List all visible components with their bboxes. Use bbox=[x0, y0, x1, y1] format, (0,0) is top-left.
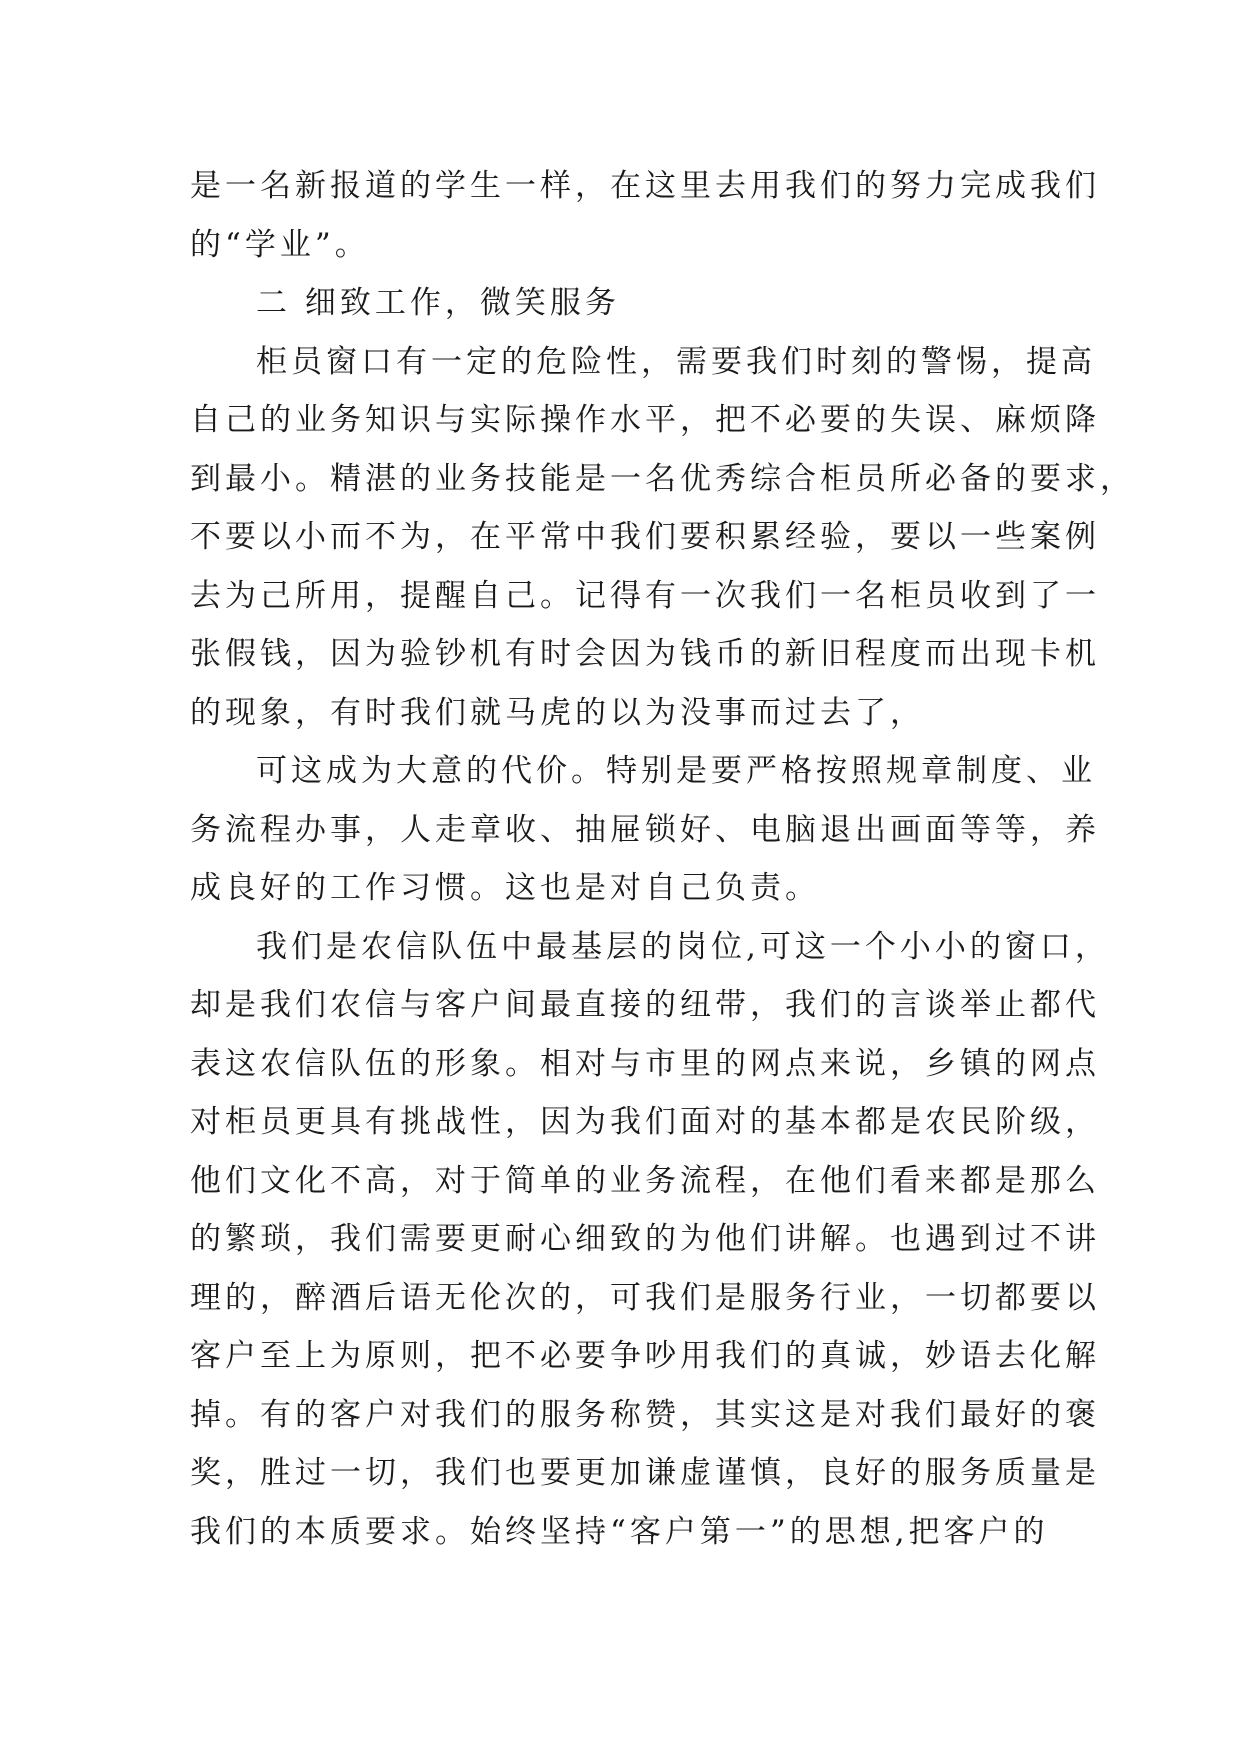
text-line: 我们的本质要求。始终坚持“客户第一”的思想,把客户的 bbox=[190, 1513, 1049, 1550]
text-line: 掉。有的客户对我们的服务称赞，其实这是对我们最好的褒 bbox=[190, 1396, 1100, 1433]
text-line: 自己的业务知识与实际操作水平，把不必要的失误、麻烦降 bbox=[190, 402, 1100, 438]
text-line: 客户至上为原则，把不必要争吵用我们的真诚，妙语去化解 bbox=[190, 1338, 1100, 1374]
text-line: 到最小。精湛的业务技能是一名优秀综合柜员所必备的要求， bbox=[190, 460, 1135, 497]
text-line: 可这成为大意的代价。特别是要严格按照规章制度、业 bbox=[256, 753, 1096, 789]
text-line: 张假钱，因为验钞机有时会因为钱币的新旧程度而出现卡机 bbox=[190, 636, 1100, 672]
text-line: 柜员窗口有一定的危险性，需要我们时刻的警惕，提高 bbox=[256, 343, 1096, 380]
text-line: 的“学业”。 bbox=[190, 226, 370, 263]
text-line: 对柜员更具有挑战性，因为我们面对的基本都是农民阶级， bbox=[190, 1104, 1100, 1140]
text-line: 二 细致工作，微笑服务 bbox=[256, 285, 620, 321]
text-line: 理的，醉酒后语无伦次的，可我们是服务行业，一切都要以 bbox=[190, 1279, 1100, 1316]
text-line: 的繁琐，我们需要更耐心细致的为他们讲解。也遇到过不讲 bbox=[190, 1221, 1100, 1257]
text-line: 他们文化不高，对于简单的业务流程，在他们看来都是那么 bbox=[190, 1162, 1100, 1199]
text-line: 是一名新报道的学生一样，在这里去用我们的努力完成我们 bbox=[190, 168, 1100, 204]
document-body bbox=[190, 157, 1135, 1561]
text-line: 我们是农信队伍中最基层的岗位,可这一个小小的窗口， bbox=[256, 928, 1110, 965]
text-line: 不要以小而不为，在平常中我们要积累经验，要以一些案例 bbox=[190, 519, 1100, 555]
text-line: 表这农信队伍的形象。相对与市里的网点来说，乡镇的网点 bbox=[190, 1045, 1100, 1082]
text-line: 去为己所用，提醒自己。记得有一次我们一名柜员收到了一 bbox=[190, 577, 1100, 614]
text-line: 务流程办事，人走章收、抽屉锁好、电脑退出画面等等，养 bbox=[190, 811, 1100, 848]
text-line: 却是我们农信与客户间最直接的纽带，我们的言谈举止都代 bbox=[190, 987, 1100, 1023]
text-line: 的现象，有时我们就马虎的以为没事而过去了， bbox=[190, 694, 925, 731]
text-line: 奖，胜过一切，我们也要更加谦虚谨慎，良好的服务质量是 bbox=[190, 1455, 1100, 1491]
text-line: 成良好的工作习惯。这也是对自己负责。 bbox=[190, 870, 820, 906]
